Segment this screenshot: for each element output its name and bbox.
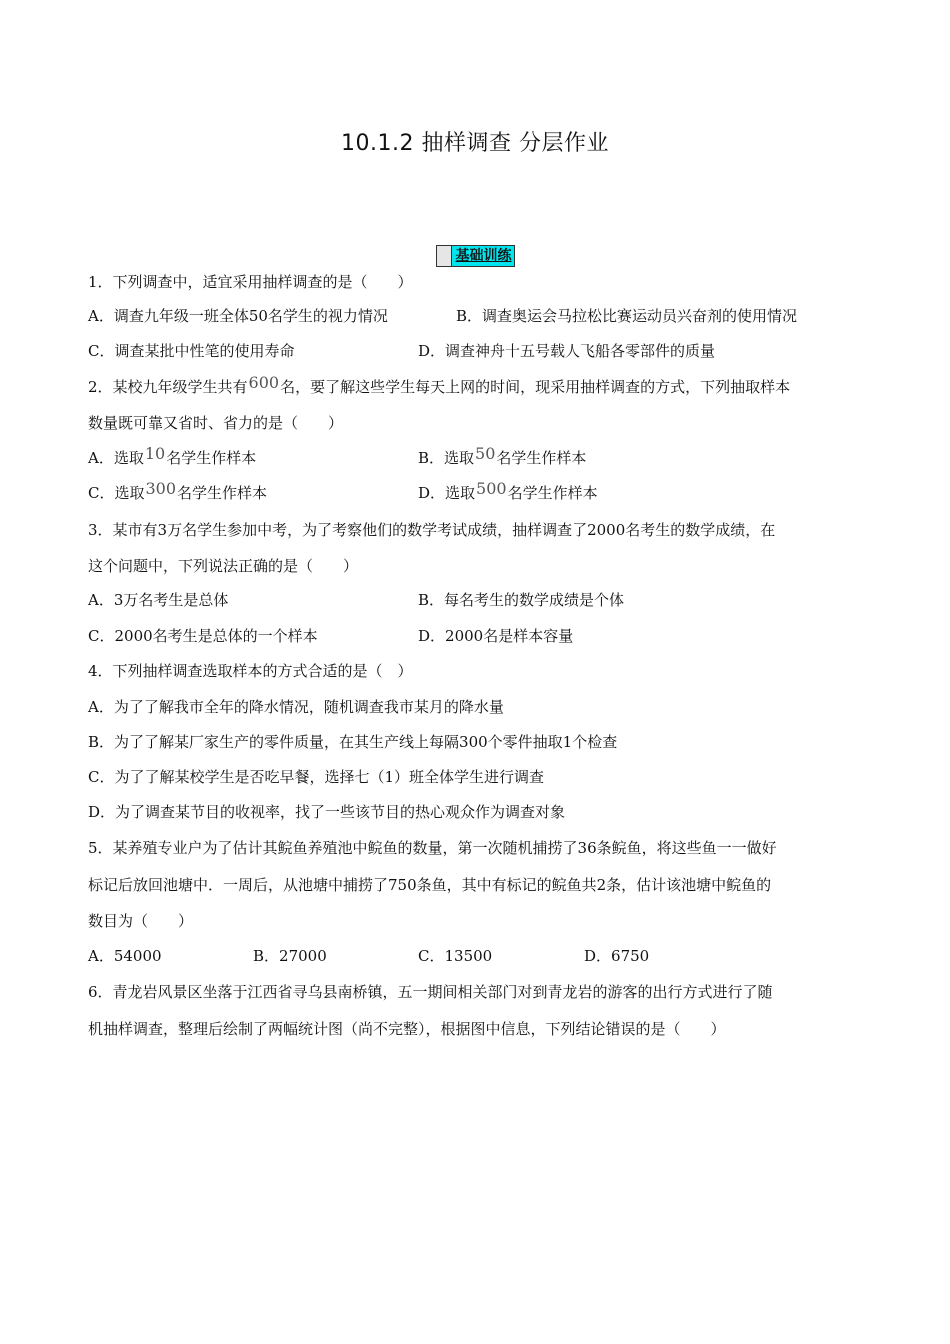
q4-option-a: A．为了了解我市全年的降水情况，随机调查我市某月的降水量: [88, 698, 504, 716]
q1-option-a: A．调查九年级一班全体50名学生的视力情况: [88, 307, 388, 325]
q5-option-d: D．6750: [584, 947, 650, 965]
q2-option-b: [418, 444, 587, 468]
q5-stem-line3: 数目为（ ）: [88, 912, 194, 930]
q2-option-d-post: 名学生作样本: [507, 484, 598, 502]
q3-option-d: D．2000名是样本容量: [418, 627, 574, 645]
q2-option-a-number: 10: [144, 444, 166, 463]
q5-option-a: A．54000: [88, 947, 162, 965]
q2-stem-number: 600: [248, 373, 280, 392]
q1-stem: 1．下列调查中，适宜采用抽样调查的是（ ）: [88, 273, 413, 291]
q2-option-b-pre: B．选取: [418, 449, 475, 467]
q5-stem-line1: 5．某养殖专业户为了估计其鲩鱼养殖池中鲩鱼的数量，第一次随机捕捞了36条鲩鱼，将这些鱼一一做好: [88, 839, 777, 857]
section-marker-icon: [437, 246, 452, 266]
q1-option-d: D．调查神舟十五号载人飞船各零部件的质量: [418, 342, 716, 360]
q4-option-b: B．为了了解某厂家生产的零件质量，在其生产线上每隔300个零件抽取1个检查: [88, 733, 618, 751]
q3-option-c: C．2000名考生是总体的一个样本: [88, 627, 318, 645]
q4-option-d: D．为了调查某节目的收视率，找了一些该节目的热心观众作为调查对象: [88, 803, 566, 821]
section-heading-wrap: [0, 245, 950, 270]
q2-option-a-post: 名学生作样本: [166, 449, 257, 467]
q3-stem-line2: 这个问题中，下列说法正确的是（ ）: [88, 557, 359, 575]
q2-option-b-number: 50: [475, 444, 496, 463]
q5-option-c: C．13500: [418, 947, 493, 965]
q2-option-d-pre: D．选取: [418, 484, 476, 502]
section-heading: [436, 245, 515, 267]
q5-stem-line2: 标记后放回池塘中．一周后，从池塘中捕捞了750条鱼，其中有标记的鲩鱼共2条，估计该池塘中鲩鱼的: [88, 876, 772, 894]
q2-option-d-number: 500: [476, 479, 507, 498]
q2-option-c: [88, 479, 268, 503]
q1-option-b: B．调查奥运会马拉松比赛运动员兴奋剂的使用情况: [456, 307, 798, 325]
q4-option-c: C．为了了解某校学生是否吃早餐，选择七（1）班全体学生进行调查: [88, 768, 545, 786]
q3-option-a: A．3万名考生是总体: [88, 591, 229, 609]
section-heading-label: 基础训练: [452, 246, 514, 266]
q2-stem-post: 名，要了解这些学生每天上网的时间，现采用抽样调查的方式，下列抽取样本: [280, 378, 791, 396]
q6-stem-line2: 机抽样调查，整理后绘制了两幅统计图（尚不完整），根据图中信息，下列结论错误的是（ ）: [88, 1020, 726, 1038]
q3-option-b: B．每名考生的数学成绩是个体: [418, 591, 625, 609]
q4-stem: 4．下列抽样调查选取样本的方式合适的是（ ）: [88, 662, 413, 680]
q2-stem-pre: 2．某校九年级学生共有: [88, 378, 248, 396]
q5-option-b: B．27000: [253, 947, 327, 965]
q2-option-a-pre: A．选取: [88, 449, 144, 467]
q3-stem-line1: 3．某市有3万名学生参加中考，为了考察他们的数学考试成绩，抽样调查了2000名考生的数学成绩，在: [88, 521, 776, 539]
q2-option-c-number: 300: [145, 479, 177, 498]
page-title: 10.1.2 抽样调查 分层作业: [341, 131, 609, 156]
q2-option-c-post: 名学生作样本: [177, 484, 268, 502]
q2-option-a: [88, 444, 257, 468]
q2-option-c-pre: C．选取: [88, 484, 145, 502]
q2-stem-line2: 数量既可靠又省时、省力的是（ ）: [88, 414, 344, 432]
q2-option-b-post: 名学生作样本: [496, 449, 587, 467]
q2-option-d: [418, 479, 598, 503]
q2-stem: [88, 373, 791, 397]
q6-stem-line1: 6．青龙岩风景区坐落于江西省寻乌县南桥镇，五一期间相关部门对到青龙岩的游客的出行方式进行了随: [88, 983, 773, 1001]
q1-option-c: C．调查某批中性笔的使用寿命: [88, 342, 295, 360]
